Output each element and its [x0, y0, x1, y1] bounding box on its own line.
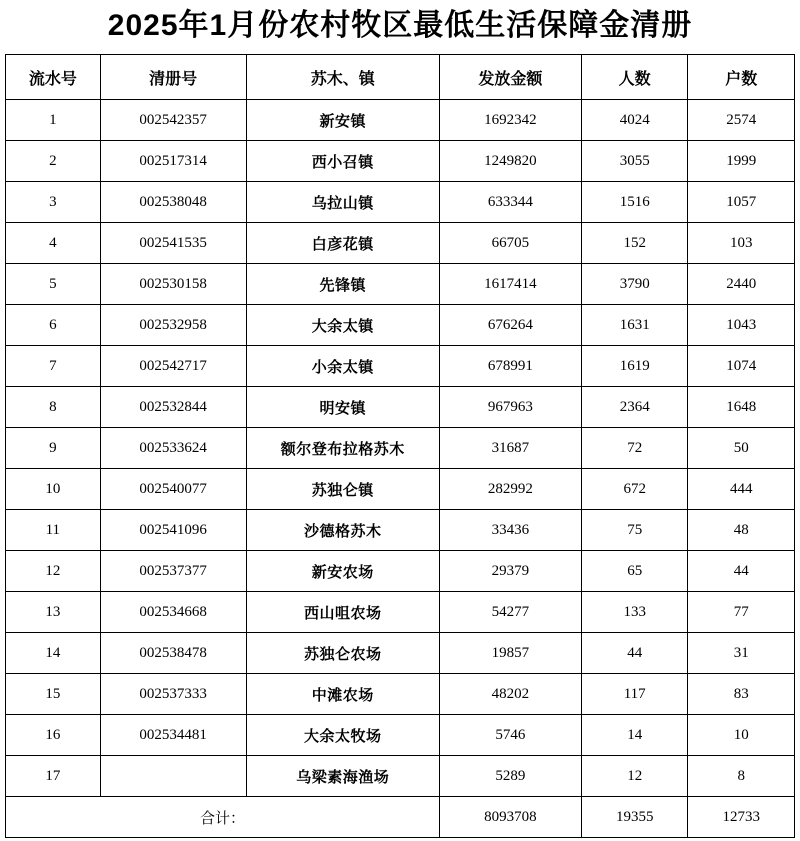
table-total-row	[6, 797, 795, 838]
cell-households: 1999	[688, 141, 795, 182]
cell-people: 44	[581, 633, 688, 674]
cell-register-no: 002537333	[100, 674, 246, 715]
column-header-people: 人数	[581, 55, 688, 100]
table-row	[6, 633, 795, 674]
cell-amount: 5289	[439, 756, 581, 797]
cell-people: 152	[581, 223, 688, 264]
table-row	[6, 756, 795, 797]
table-row	[6, 223, 795, 264]
cell-people: 133	[581, 592, 688, 633]
cell-amount: 282992	[439, 469, 581, 510]
cell-town: 乌梁素海渔场	[246, 756, 439, 797]
cell-amount: 66705	[439, 223, 581, 264]
cell-town: 沙德格苏木	[246, 510, 439, 551]
cell-amount: 29379	[439, 551, 581, 592]
cell-people: 1631	[581, 305, 688, 346]
cell-people: 672	[581, 469, 688, 510]
cell-people: 117	[581, 674, 688, 715]
cell-register-no	[100, 756, 246, 797]
cell-register-no: 002533624	[100, 428, 246, 469]
cell-amount: 31687	[439, 428, 581, 469]
cell-town: 新安农场	[246, 551, 439, 592]
table-row	[6, 592, 795, 633]
cell-seq: 6	[6, 305, 101, 346]
table-row	[6, 674, 795, 715]
total-label: 合计：	[6, 797, 440, 838]
cell-amount: 1249820	[439, 141, 581, 182]
cell-register-no: 002540077	[100, 469, 246, 510]
cell-seq: 7	[6, 346, 101, 387]
cell-register-no: 002534481	[100, 715, 246, 756]
cell-town: 西山咀农场	[246, 592, 439, 633]
cell-seq: 12	[6, 551, 101, 592]
cell-households: 2574	[688, 100, 795, 141]
cell-seq: 8	[6, 387, 101, 428]
cell-town: 先锋镇	[246, 264, 439, 305]
cell-people: 75	[581, 510, 688, 551]
table-row	[6, 141, 795, 182]
cell-people: 3790	[581, 264, 688, 305]
cell-amount: 633344	[439, 182, 581, 223]
column-header-amount: 发放金额	[439, 55, 581, 100]
cell-town: 大余太镇	[246, 305, 439, 346]
column-header-town: 苏木、镇	[246, 55, 439, 100]
cell-amount: 33436	[439, 510, 581, 551]
cell-amount: 1692342	[439, 100, 581, 141]
cell-register-no: 002541535	[100, 223, 246, 264]
cell-amount: 5746	[439, 715, 581, 756]
cell-households: 48	[688, 510, 795, 551]
table-row	[6, 469, 795, 510]
cell-households: 50	[688, 428, 795, 469]
table-row	[6, 551, 795, 592]
cell-seq: 2	[6, 141, 101, 182]
cell-people: 3055	[581, 141, 688, 182]
cell-people: 12	[581, 756, 688, 797]
cell-households: 1043	[688, 305, 795, 346]
table-row	[6, 715, 795, 756]
cell-amount: 967963	[439, 387, 581, 428]
cell-seq: 17	[6, 756, 101, 797]
cell-town: 中滩农场	[246, 674, 439, 715]
cell-people: 14	[581, 715, 688, 756]
cell-seq: 15	[6, 674, 101, 715]
cell-register-no: 002534668	[100, 592, 246, 633]
cell-amount: 1617414	[439, 264, 581, 305]
cell-people: 4024	[581, 100, 688, 141]
cell-households: 77	[688, 592, 795, 633]
cell-amount: 19857	[439, 633, 581, 674]
cell-town: 明安镇	[246, 387, 439, 428]
table-row	[6, 305, 795, 346]
cell-town: 大余太牧场	[246, 715, 439, 756]
cell-households: 83	[688, 674, 795, 715]
cell-register-no: 002542717	[100, 346, 246, 387]
cell-households: 44	[688, 551, 795, 592]
cell-seq: 3	[6, 182, 101, 223]
cell-seq: 10	[6, 469, 101, 510]
column-header-seq: 流水号	[6, 55, 101, 100]
cell-register-no: 002532958	[100, 305, 246, 346]
cell-town: 额尔登布拉格苏木	[246, 428, 439, 469]
cell-seq: 13	[6, 592, 101, 633]
cell-seq: 9	[6, 428, 101, 469]
total-people: 19355	[581, 797, 688, 838]
cell-households: 1648	[688, 387, 795, 428]
cell-seq: 11	[6, 510, 101, 551]
cell-town: 新安镇	[246, 100, 439, 141]
cell-households: 444	[688, 469, 795, 510]
cell-register-no: 002537377	[100, 551, 246, 592]
cell-register-no: 002538048	[100, 182, 246, 223]
subsistence-allowance-table	[5, 54, 795, 838]
cell-people: 1516	[581, 182, 688, 223]
cell-seq: 14	[6, 633, 101, 674]
cell-households: 103	[688, 223, 795, 264]
table-body	[6, 100, 795, 838]
cell-amount: 678991	[439, 346, 581, 387]
cell-town: 小余太镇	[246, 346, 439, 387]
cell-amount: 54277	[439, 592, 581, 633]
cell-seq: 16	[6, 715, 101, 756]
cell-seq: 4	[6, 223, 101, 264]
cell-town: 苏独仑镇	[246, 469, 439, 510]
cell-seq: 5	[6, 264, 101, 305]
table-row	[6, 387, 795, 428]
table-header-row	[6, 55, 795, 100]
total-households: 12733	[688, 797, 795, 838]
cell-register-no: 002530158	[100, 264, 246, 305]
cell-register-no: 002541096	[100, 510, 246, 551]
table-row	[6, 264, 795, 305]
cell-people: 2364	[581, 387, 688, 428]
cell-households: 2440	[688, 264, 795, 305]
page-title: 2025年1月份农村牧区最低生活保障金清册	[107, 9, 693, 42]
column-header-register-no: 清册号	[100, 55, 246, 100]
cell-households: 8	[688, 756, 795, 797]
table-header	[6, 55, 795, 100]
cell-town: 乌拉山镇	[246, 182, 439, 223]
table-row	[6, 100, 795, 141]
cell-town: 白彦花镇	[246, 223, 439, 264]
cell-seq: 1	[6, 100, 101, 141]
cell-people: 65	[581, 551, 688, 592]
cell-town: 西小召镇	[246, 141, 439, 182]
cell-register-no: 002532844	[100, 387, 246, 428]
cell-households: 1074	[688, 346, 795, 387]
cell-households: 1057	[688, 182, 795, 223]
cell-people: 72	[581, 428, 688, 469]
table-row	[6, 510, 795, 551]
table-row	[6, 182, 795, 223]
cell-people: 1619	[581, 346, 688, 387]
cell-amount: 676264	[439, 305, 581, 346]
cell-households: 31	[688, 633, 795, 674]
table-row	[6, 428, 795, 469]
total-amount: 8093708	[439, 797, 581, 838]
cell-register-no: 002542357	[100, 100, 246, 141]
cell-amount: 48202	[439, 674, 581, 715]
column-header-households: 户数	[688, 55, 795, 100]
cell-register-no: 002517314	[100, 141, 246, 182]
table-row	[6, 346, 795, 387]
cell-town: 苏独仑农场	[246, 633, 439, 674]
cell-register-no: 002538478	[100, 633, 246, 674]
cell-households: 10	[688, 715, 795, 756]
